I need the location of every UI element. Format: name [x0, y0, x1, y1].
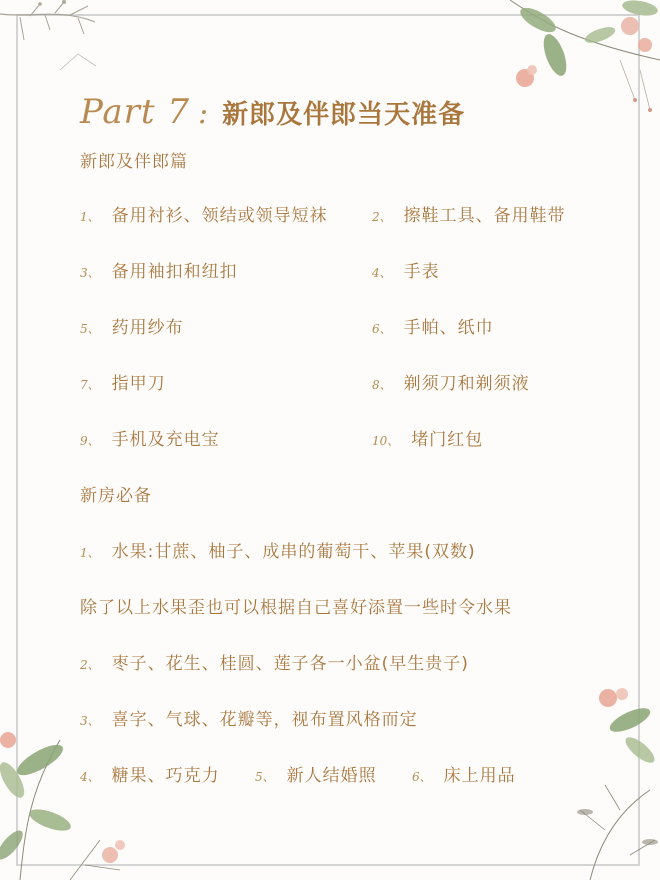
floral-corner-bottom-right-illustration: [560, 680, 660, 880]
title-colon: :: [197, 96, 209, 131]
item-text: 手机及充电宝: [111, 430, 220, 450]
item-text: 手帕、纸巾: [403, 318, 494, 338]
item-number: 4、: [80, 770, 100, 784]
list-item: [255, 761, 377, 786]
list-item: [80, 761, 220, 786]
item-number: 4、: [372, 266, 392, 280]
item-text: 手表: [403, 262, 440, 282]
item-text: 药用纱布: [111, 318, 184, 338]
list-item: [372, 369, 530, 394]
item-number: 3、: [80, 714, 100, 728]
list-item: [80, 313, 184, 338]
item-number: 5、: [80, 322, 100, 336]
item-number: 2、: [80, 658, 100, 672]
section-heading-new-room: 新房必备: [80, 486, 152, 506]
list-item: [372, 425, 483, 450]
item-number: 1、: [80, 210, 100, 224]
page-title: [80, 92, 465, 142]
list-item: [372, 201, 566, 226]
item-text: 堵门红包: [411, 430, 484, 450]
list-item: [372, 313, 494, 338]
item-text: 床上用品: [443, 766, 516, 786]
item-number: 5、: [255, 770, 275, 784]
list-item: [80, 649, 469, 674]
item-text: 擦鞋工具、备用鞋带: [403, 206, 566, 226]
list-item: [412, 761, 516, 786]
item-text: 水果:甘蔗、柚子、成串的葡萄干、苹果(双数): [111, 542, 476, 562]
item-number: 1、: [80, 546, 100, 560]
item-number: 7、: [80, 378, 100, 392]
item-text: 备用衬衫、领结或领导短袜: [111, 206, 328, 226]
item-number: 9、: [80, 434, 100, 448]
item-number: 3、: [80, 266, 100, 280]
title-part-label: Part 7: [80, 92, 190, 132]
item-text: 喜字、气球、花瓣等，视布置风格而定: [111, 710, 418, 730]
list-item: [80, 369, 166, 394]
list-item: [80, 425, 220, 450]
section-heading-groom: 新郎及伴郎篇: [80, 152, 188, 172]
twig-top-left-illustration: [0, 0, 130, 80]
title-main-text: 新郎及伴郎当天准备: [222, 100, 466, 130]
item-number: 8、: [372, 378, 392, 392]
list-item: [80, 537, 476, 562]
item-number: 6、: [372, 322, 392, 336]
item-number: 2、: [372, 210, 392, 224]
item-text: 糖果、巧克力: [111, 766, 220, 786]
item-text: 新人结婚照: [286, 766, 377, 786]
item-text: 剃须刀和剃须液: [403, 374, 530, 394]
item-number: 10、: [372, 434, 400, 448]
floral-corner-top-right-illustration: [500, 0, 660, 130]
list-item: [80, 257, 238, 282]
fruit-note: 除了以上水果歪也可以根据自己喜好添置一些时令水果: [80, 598, 512, 618]
item-text: 枣子、花生、桂圆、莲子各一小盆(早生贵子): [111, 654, 469, 674]
item-number: 6、: [412, 770, 432, 784]
item-text: 指甲刀: [111, 374, 166, 394]
item-text: 备用袖扣和纽扣: [111, 262, 238, 282]
list-item: [80, 705, 418, 730]
floral-corner-bottom-left-illustration: [0, 720, 140, 880]
list-item: [80, 201, 328, 226]
list-item: [372, 257, 440, 282]
